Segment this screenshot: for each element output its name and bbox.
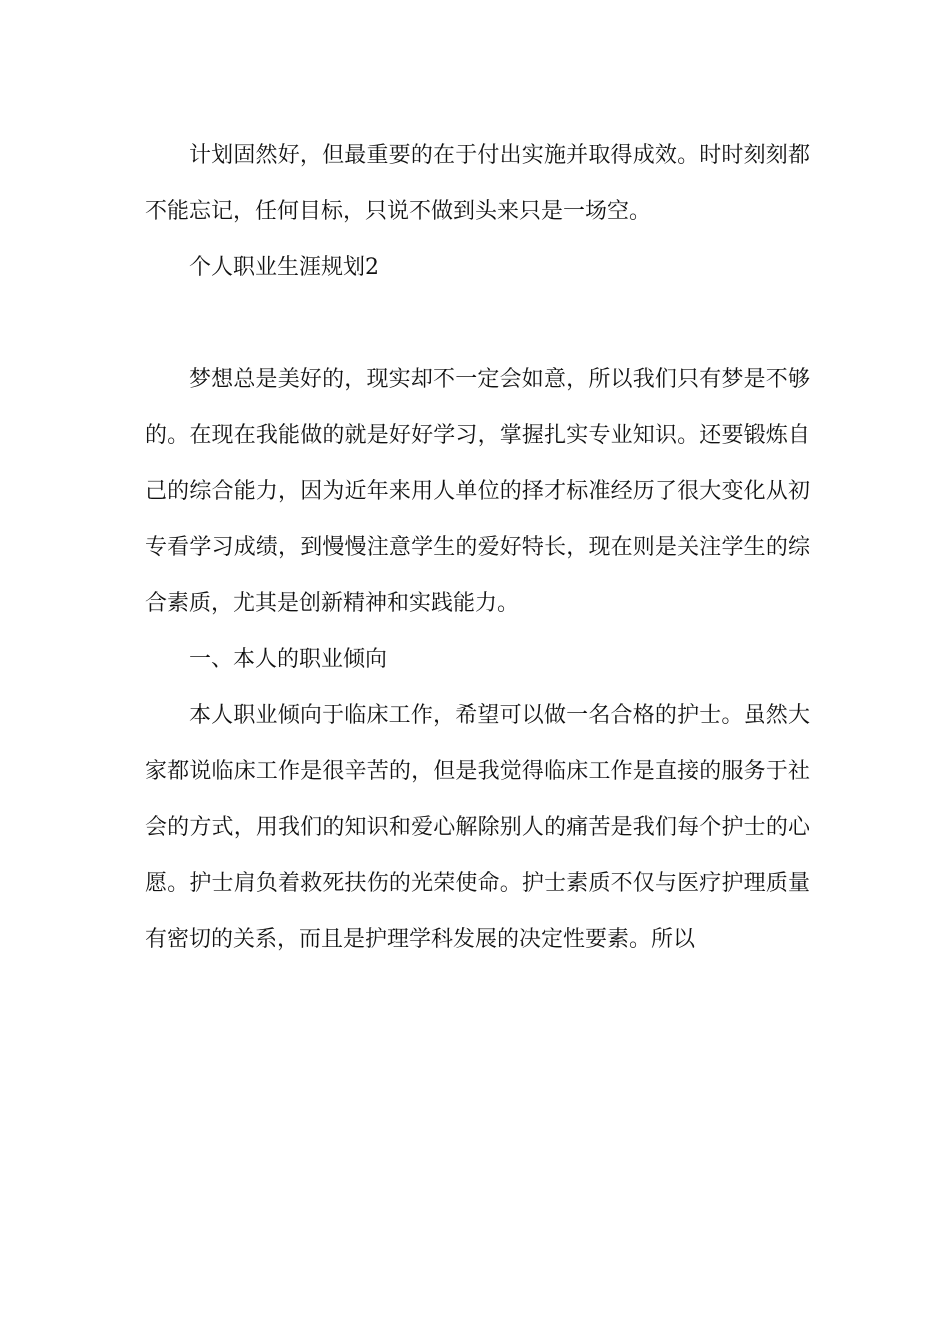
paragraph-plan-conclusion: 计划固然好，但最重要的在于付出实施并取得成效。时时刻刻都不能忘记，任何目标，只说不做到头来只是一场空。 [145, 143, 810, 224]
document-body [145, 128, 810, 968]
section-heading-career-tendency: 一、本人的职业倾向 [189, 647, 388, 672]
section-title-career-plan-2: 个人职业生涯规划2 [189, 255, 379, 280]
blank-line [145, 296, 810, 352]
paragraph-clinical-work: 本人职业倾向于临床工作，希望可以做一名合格的护士。虽然大家都说临床工作是很辛苦的，但是我觉得临床工作是直接的服务于社会的方式，用我们的知识和爱心解除别人的痛苦是我们每个护士的心愿。护士肩负着救死扶伤的光荣使命。护士素质不仅与医疗护理质量有密切的关系，而且是护理学科发展的决定性要素。所以 [145, 703, 810, 952]
paragraph-dream: 梦想总是美好的，现实却不一定会如意，所以我们只有梦是不够的。在现在我能做的就是好好学习，掌握扎实专业知识。还要锻炼自己的综合能力，因为近年来用人单位的择才标准经历了很大变化从初专看学习成绩，到慢慢注意学生的爱好特长，现在则是关注学生的综合素质，尤其是创新精神和实践能力。 [145, 367, 810, 616]
